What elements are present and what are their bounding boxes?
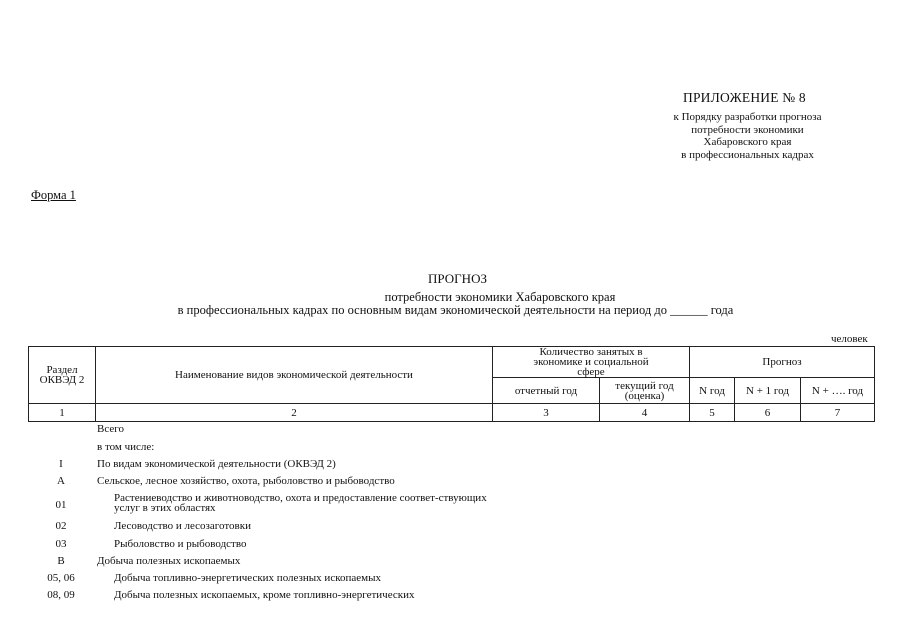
form-label: Форма 1: [31, 188, 76, 202]
row-code: 02: [55, 520, 67, 532]
row-name: Лесоводство и лесозаготовки: [114, 520, 251, 532]
forecast-table-header: [28, 346, 875, 422]
list-item: [0, 475, 905, 491]
header-n-year: N год: [690, 378, 735, 404]
header-n1-year: N + 1 год: [735, 378, 801, 404]
list-item: [0, 538, 905, 554]
appendix-line: потребности экономики: [691, 123, 804, 136]
row-code: 05, 06: [47, 572, 75, 584]
list-item: [0, 423, 905, 439]
column-number: 7: [801, 404, 875, 422]
row-name: Всего: [97, 423, 124, 435]
document-subtitle: потребности экономики Хабаровского края: [384, 290, 616, 304]
header-forecast: Прогноз: [690, 347, 875, 378]
appendix-line: к Порядку разработки прогноза: [673, 111, 822, 123]
header-section-code: Раздел ОКВЭД 2: [29, 347, 96, 404]
list-item: [0, 458, 905, 474]
document-subtitle-period: в профессиональных кадрах по основным видам экономической деятельности на период до ______ года: [177, 303, 734, 317]
row-code: I: [59, 458, 63, 470]
row-name: Растениеводство и животноводство, охота и предоставление соответ-ствующих услуг в этих областях: [114, 492, 487, 514]
list-item: [0, 555, 905, 571]
list-item: [0, 441, 905, 457]
row-name: Рыболовство и рыбоводство: [114, 538, 247, 550]
column-number: 1: [29, 404, 96, 422]
list-item: [0, 589, 905, 605]
header-current-year: текущий год (оценка): [600, 378, 690, 404]
column-number: 5: [690, 404, 735, 422]
column-number: 6: [735, 404, 801, 422]
appendix-reference: [655, 111, 840, 161]
row-name: в том числе:: [97, 441, 155, 453]
units-label: человек: [831, 333, 868, 345]
list-item: [0, 520, 905, 536]
row-code: 01: [55, 499, 67, 511]
appendix-line: Хабаровского края: [703, 136, 792, 148]
row-code: А: [57, 475, 65, 487]
appendix-line: в профессиональных кадрах: [681, 148, 814, 161]
row-name: Сельское, лесное хозяйство, охота, рыболовство и рыбоводство: [97, 475, 395, 487]
header-activity-name: Наименование видов экономической деятельности: [96, 347, 493, 404]
list-item: [0, 493, 905, 517]
column-number: 3: [493, 404, 600, 422]
appendix-title: ПРИЛОЖЕНИЕ № 8: [683, 90, 806, 105]
row-code: В: [57, 555, 65, 567]
column-number: 4: [600, 404, 690, 422]
row-name: По видам экономической деятельности (ОКВЭД 2): [97, 458, 336, 470]
row-code: 08, 09: [47, 589, 75, 601]
document-title: ПРОГНОЗ: [428, 271, 487, 286]
row-code: 03: [55, 538, 67, 550]
header-employed: Количество занятых в экономике и социальной сфере: [493, 347, 690, 378]
row-name: Добыча топливно-энергетических полезных ископаемых: [114, 572, 381, 584]
header-reported-year: отчетный год: [493, 378, 600, 404]
column-number: 2: [96, 404, 493, 422]
header-nn-year: N + …. год: [801, 378, 875, 404]
list-item: [0, 572, 905, 588]
row-name: Добыча полезных ископаемых: [97, 555, 241, 567]
row-name: Добыча полезных ископаемых, кроме топливно-энергетических: [114, 589, 415, 601]
